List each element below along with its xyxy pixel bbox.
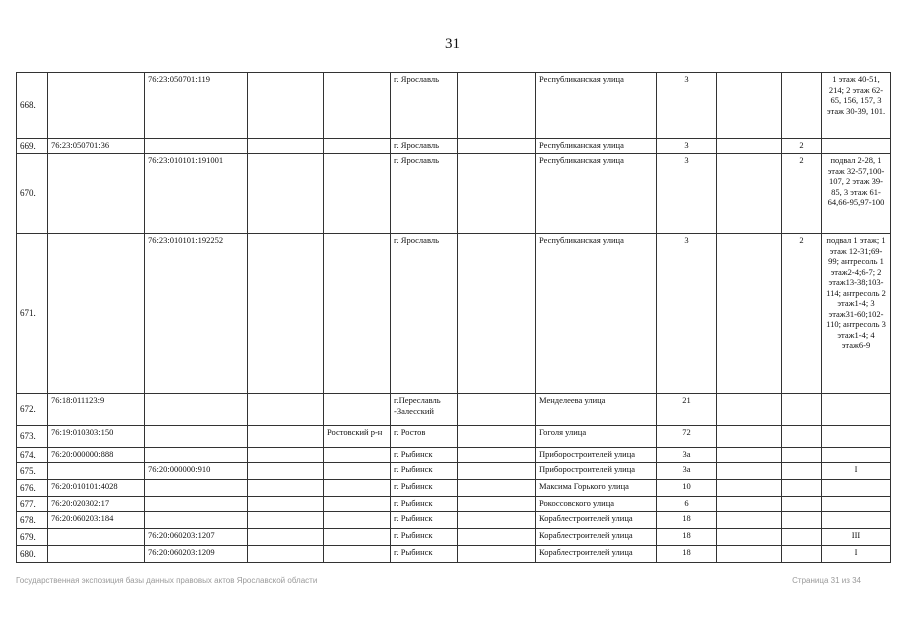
cell-empty (717, 426, 782, 448)
street: Кораблестроителей улица (536, 529, 657, 546)
house-number: 3 (657, 154, 717, 234)
street: Приборостроителей улица (536, 463, 657, 480)
cell-empty (248, 154, 324, 234)
cell-empty (458, 512, 536, 529)
premises-note: III (822, 529, 891, 546)
building-number: 2 (782, 139, 822, 154)
building-number (782, 448, 822, 463)
house-number: 3 (657, 73, 717, 139)
street: Менделеева улица (536, 394, 657, 426)
cadastral-number-land: 76:20:020302:17 (48, 497, 145, 512)
row-number: 679. (17, 529, 48, 546)
row-number: 670. (17, 154, 48, 234)
cell-empty (248, 139, 324, 154)
premises-note (822, 497, 891, 512)
row-number: 678. (17, 512, 48, 529)
house-number: 3 (657, 139, 717, 154)
cadastral-number-land (48, 234, 145, 394)
cadastral-number-premises: 76:20:060203:1207 (145, 529, 248, 546)
house-number: 21 (657, 394, 717, 426)
building-number (782, 463, 822, 480)
cadastral-number-premises (145, 480, 248, 497)
city: г. Ярославль (391, 154, 458, 234)
district (324, 480, 391, 497)
premises-note (822, 394, 891, 426)
house-number: 72 (657, 426, 717, 448)
table-body (17, 73, 891, 563)
row-number: 673. (17, 426, 48, 448)
building-number (782, 426, 822, 448)
premises-note: подвал 1 этаж; 1 этаж 12-31;69-99; антресоль 1 этаж2-4;6-7; 2 этаж13-38;103-114; антресоль 2 этаж1-4; 3 этаж31-60;102-110; антресоль 3 этаж1-4; 4 этаж6-9 (822, 234, 891, 394)
cell-empty (717, 529, 782, 546)
cell-empty (458, 394, 536, 426)
row-number: 680. (17, 546, 48, 563)
building-number (782, 497, 822, 512)
table-row (17, 546, 891, 563)
cell-empty (248, 497, 324, 512)
cadastral-number-land (48, 546, 145, 563)
table-row (17, 73, 891, 139)
row-number: 676. (17, 480, 48, 497)
cadastral-number-premises (145, 426, 248, 448)
cadastral-number-premises: 76:20:060203:1209 (145, 546, 248, 563)
cell-empty (248, 394, 324, 426)
cell-empty (248, 463, 324, 480)
row-number: 668. (17, 73, 48, 139)
cadastral-number-land: 76:18:011123:9 (48, 394, 145, 426)
cell-empty (717, 497, 782, 512)
district (324, 529, 391, 546)
cell-empty (717, 546, 782, 563)
footer-page-count: Страница 31 из 34 (792, 576, 861, 585)
house-number: 3а (657, 463, 717, 480)
cadastral-number-premises (145, 497, 248, 512)
cell-empty (248, 480, 324, 497)
cadastral-number-premises (145, 512, 248, 529)
cell-empty (717, 234, 782, 394)
street: Республиканская улица (536, 139, 657, 154)
table-row (17, 497, 891, 512)
premises-note (822, 426, 891, 448)
street: Приборостроителей улица (536, 448, 657, 463)
cell-empty (458, 234, 536, 394)
district (324, 497, 391, 512)
cell-empty (458, 529, 536, 546)
house-number: 18 (657, 512, 717, 529)
city: г. Рыбинск (391, 529, 458, 546)
city: г. Рыбинск (391, 448, 458, 463)
city: г. Ростов (391, 426, 458, 448)
table-row (17, 463, 891, 480)
cadastral-number-land: 76:20:000000:888 (48, 448, 145, 463)
cell-empty (248, 529, 324, 546)
building-number (782, 546, 822, 563)
table-row (17, 139, 891, 154)
district (324, 448, 391, 463)
table-row (17, 512, 891, 529)
table-row (17, 234, 891, 394)
cell-empty (248, 448, 324, 463)
cadastral-number-premises: 76:20:000000:910 (145, 463, 248, 480)
district (324, 139, 391, 154)
cadastral-number-land: 76:23:050701:36 (48, 139, 145, 154)
footer-source: Государственная экспозиция базы данных правовых актов Ярославской области (16, 576, 318, 585)
city: г. Ярославль (391, 139, 458, 154)
cell-empty (717, 480, 782, 497)
cell-empty (458, 480, 536, 497)
premises-note (822, 139, 891, 154)
cell-empty (717, 448, 782, 463)
city: г. Ярославль (391, 234, 458, 394)
table-row (17, 426, 891, 448)
row-number: 675. (17, 463, 48, 480)
premises-note (822, 512, 891, 529)
cell-empty (458, 546, 536, 563)
cell-empty (717, 394, 782, 426)
property-table (16, 72, 891, 563)
district (324, 234, 391, 394)
house-number: 10 (657, 480, 717, 497)
building-number (782, 394, 822, 426)
cadastral-number-land (48, 529, 145, 546)
city: г.Переславль -Залесский (391, 394, 458, 426)
cadastral-number-land: 76:20:010101:4028 (48, 480, 145, 497)
cell-empty (458, 426, 536, 448)
street: Республиканская улица (536, 154, 657, 234)
street: Республиканская улица (536, 234, 657, 394)
cell-empty (717, 139, 782, 154)
cadastral-number-land (48, 154, 145, 234)
premises-note (822, 480, 891, 497)
building-number (782, 529, 822, 546)
cell-empty (717, 463, 782, 480)
house-number: 18 (657, 546, 717, 563)
cell-empty (458, 463, 536, 480)
cell-empty (458, 497, 536, 512)
building-number: 2 (782, 154, 822, 234)
city: г. Ярославль (391, 73, 458, 139)
table-row (17, 394, 891, 426)
premises-note: 1 этаж 40-51, 214; 2 этаж 62-65, 156, 157, 3 этаж 30-39, 101. (822, 73, 891, 139)
cell-empty (458, 154, 536, 234)
house-number: 6 (657, 497, 717, 512)
table-row (17, 529, 891, 546)
row-number: 671. (17, 234, 48, 394)
district (324, 463, 391, 480)
street: Рокоссовского улица (536, 497, 657, 512)
cadastral-number-land: 76:20:060203:184 (48, 512, 145, 529)
district (324, 546, 391, 563)
district (324, 73, 391, 139)
row-number: 672. (17, 394, 48, 426)
building-number (782, 512, 822, 529)
row-number: 669. (17, 139, 48, 154)
cell-empty (717, 73, 782, 139)
cadastral-number-land (48, 463, 145, 480)
cadastral-number-premises (145, 139, 248, 154)
city: г. Рыбинск (391, 480, 458, 497)
house-number: 3а (657, 448, 717, 463)
building-number (782, 73, 822, 139)
row-number: 674. (17, 448, 48, 463)
street: Максима Горького улица (536, 480, 657, 497)
city: г. Рыбинск (391, 497, 458, 512)
house-number: 18 (657, 529, 717, 546)
street: Кораблестроителей улица (536, 546, 657, 563)
cell-empty (717, 512, 782, 529)
building-number (782, 480, 822, 497)
district (324, 154, 391, 234)
house-number: 3 (657, 234, 717, 394)
table-row (17, 480, 891, 497)
row-number: 677. (17, 497, 48, 512)
city: г. Рыбинск (391, 463, 458, 480)
cadastral-number-premises: 76:23:050701:119 (145, 73, 248, 139)
table-row (17, 154, 891, 234)
cell-empty (248, 512, 324, 529)
street: Республиканская улица (536, 73, 657, 139)
page-number: 31 (445, 36, 460, 52)
street: Гоголя улица (536, 426, 657, 448)
premises-note: I (822, 546, 891, 563)
premises-note: I (822, 463, 891, 480)
cell-empty (248, 546, 324, 563)
cadastral-number-land: 76:19:010303:150 (48, 426, 145, 448)
cadastral-number-premises (145, 448, 248, 463)
city: г. Рыбинск (391, 512, 458, 529)
cell-empty (248, 234, 324, 394)
cell-empty (458, 73, 536, 139)
cell-empty (458, 448, 536, 463)
premises-note: подвал 2-28, 1 этаж 32-57,100-107, 2 этаж 39-85, 3 этаж 61-64,66-95,97-100 (822, 154, 891, 234)
cadastral-number-premises: 76:23:010101:191001 (145, 154, 248, 234)
premises-note (822, 448, 891, 463)
district: Ростовский р-н (324, 426, 391, 448)
building-number: 2 (782, 234, 822, 394)
cell-empty (717, 154, 782, 234)
cadastral-number-premises (145, 394, 248, 426)
district (324, 394, 391, 426)
cell-empty (248, 426, 324, 448)
cell-empty (458, 139, 536, 154)
cell-empty (248, 73, 324, 139)
street: Кораблестроителей улица (536, 512, 657, 529)
district (324, 512, 391, 529)
city: г. Рыбинск (391, 546, 458, 563)
cadastral-number-premises: 76:23:010101:192252 (145, 234, 248, 394)
cadastral-number-land (48, 73, 145, 139)
table-row (17, 448, 891, 463)
